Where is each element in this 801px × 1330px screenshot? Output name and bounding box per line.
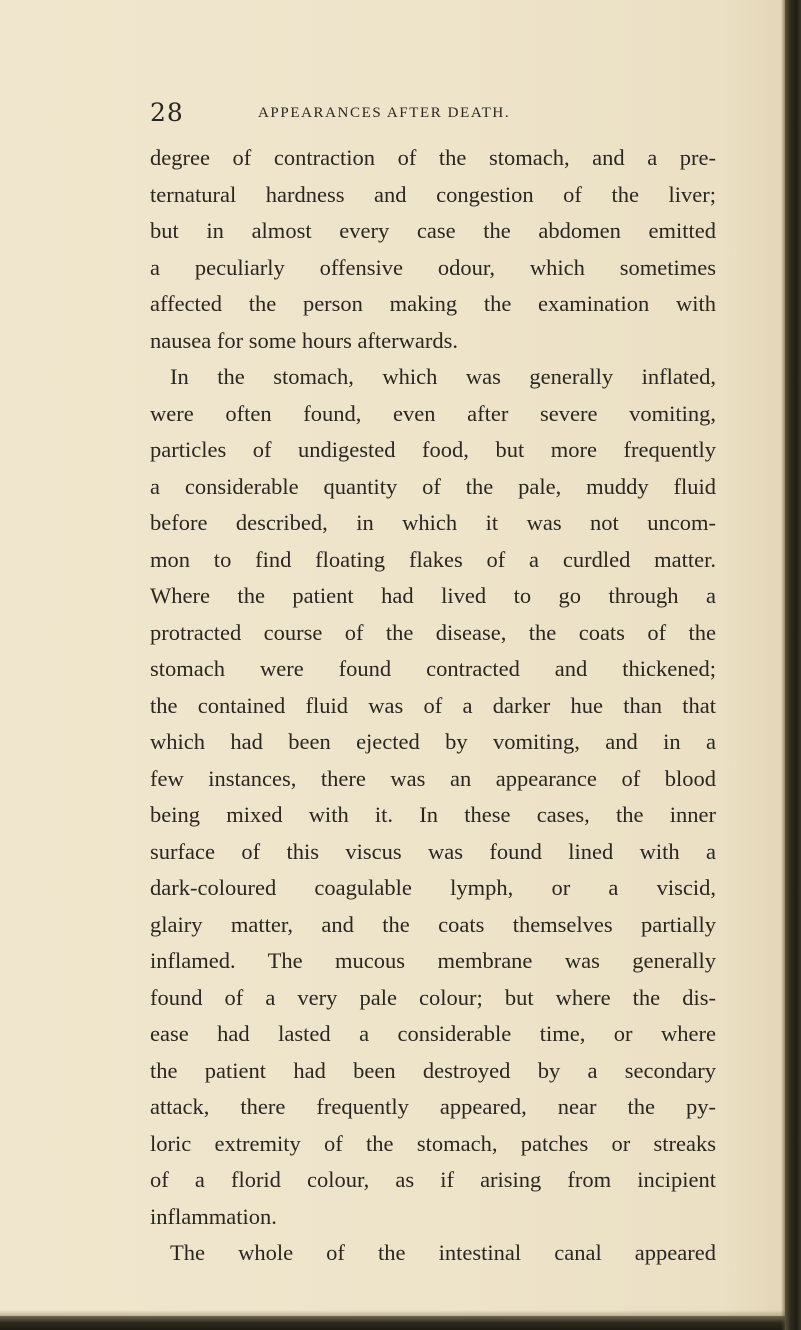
text-line: before described, in which it was not uncom-	[150, 510, 716, 535]
text-line: ternatural hardness and congestion of the liver;	[150, 181, 716, 207]
page-number: 28	[150, 98, 184, 127]
book-spine	[785, 0, 801, 1330]
text-line: the contained fluid was of a darker hue than that	[150, 692, 716, 718]
text-line: glairy matter, and the coats themselves partially	[150, 911, 716, 937]
running-head: APPEARANCES AFTER DEATH.	[258, 105, 511, 121]
text-line: degree of contraction of the stomach, and a pre-	[150, 145, 716, 170]
text-line: of a florid colour, as if arising from incipient	[150, 1167, 716, 1192]
page-header	[150, 98, 710, 132]
text-line: were often found, even after severe vomiting,	[150, 400, 716, 426]
text-line: few instances, there was an appearance of blood	[150, 765, 716, 791]
text-line: nausea for some hours afterwards.	[150, 327, 459, 353]
text-line: affected the person making the examination with	[150, 291, 716, 316]
page-bottom-edge	[0, 1316, 801, 1330]
text-line: attack, there frequently appeared, near the py-	[150, 1094, 716, 1119]
text-line: surface of this viscus was found lined with a	[150, 838, 716, 864]
text-line: loric extremity of the stomach, patches or streaks	[150, 1130, 716, 1156]
body-text	[150, 140, 716, 1272]
text-line: stomach were found contracted and thickened;	[150, 656, 716, 681]
text-line: particles of undigested food, but more frequently	[150, 437, 716, 462]
text-line: ease had lasted a considerable time, or where	[150, 1021, 716, 1046]
paragraph-start-line: The whole of the intestinal canal appeared	[170, 1240, 716, 1265]
text-line: dark-coloured coagulable lymph, or a viscid,	[150, 875, 716, 900]
text-line: being mixed with it. In these cases, the inner	[150, 802, 716, 827]
text-line: mon to find floating flakes of a curdled matter.	[150, 546, 716, 572]
text-line: inflammation.	[150, 1203, 277, 1229]
text-line: inflamed. The mucous membrane was generally	[150, 948, 716, 973]
text-line: Where the patient had lived to go through a	[150, 583, 716, 608]
paragraph-start-line: In the stomach, which was generally inflated,	[170, 364, 716, 389]
text-line: protracted course of the disease, the coats of the	[150, 619, 716, 645]
text-line: a peculiarly offensive odour, which sometimes	[150, 254, 716, 280]
text-line: which had been ejected by vomiting, and in a	[150, 729, 716, 754]
text-line: but in almost every case the abdomen emitted	[150, 218, 716, 243]
text-line: found of a very pale colour; but where the dis-	[150, 984, 716, 1010]
text-line: the patient had been destroyed by a secondary	[150, 1057, 716, 1083]
text-line: a considerable quantity of the pale, muddy fluid	[150, 473, 716, 499]
